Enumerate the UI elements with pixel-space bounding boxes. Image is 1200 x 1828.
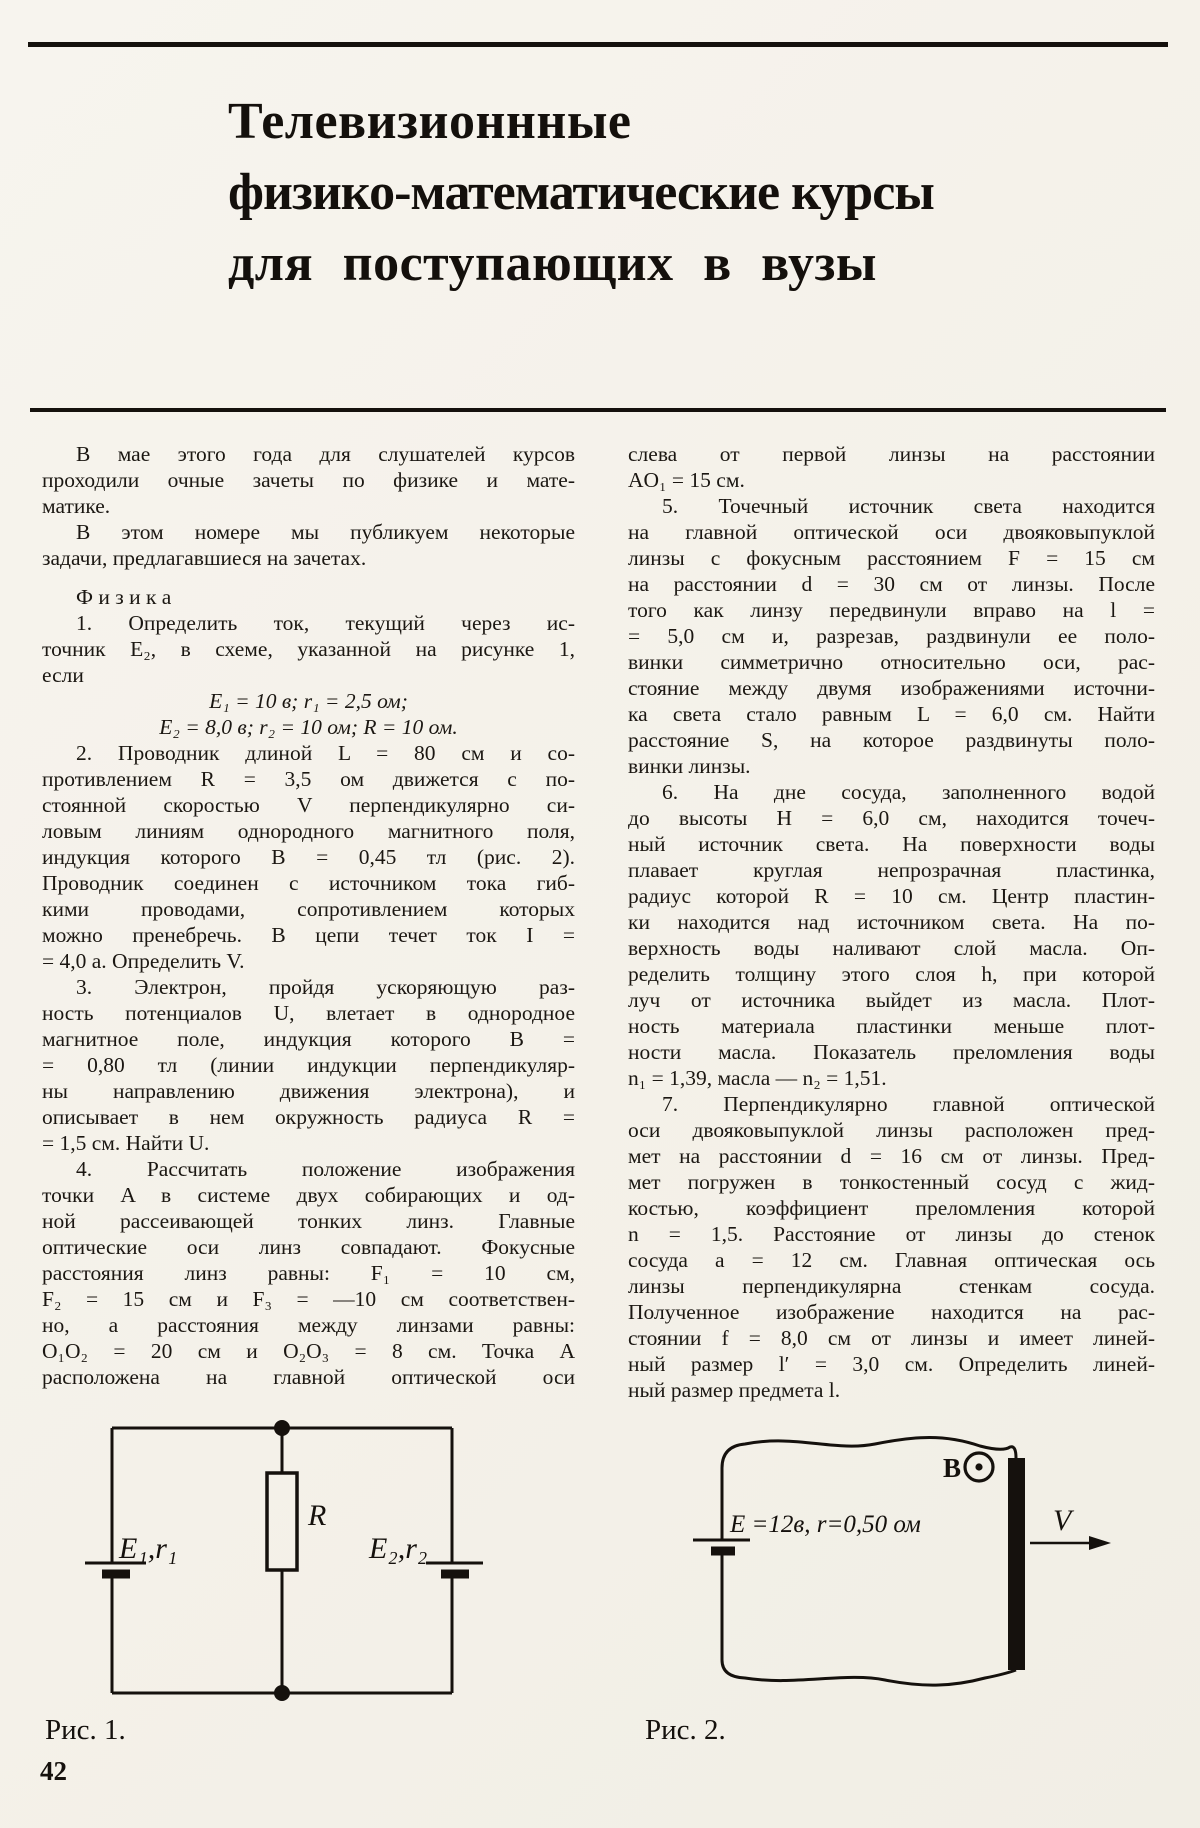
text-line: Проводник соединен с источником тока гиб- [42, 871, 575, 895]
text-line: слева от первой линзы на расстоянии [628, 442, 1155, 466]
text-line: на главной оптической оси двояковыпуклой [628, 520, 1155, 544]
text-line: стояние между двумя изображениями источни- [628, 676, 1155, 700]
text-line: ределить толщину этого слоя h, при которой [628, 962, 1155, 986]
figure-1-circuit-diagram [85, 1415, 485, 1715]
text-line: плавает круглая непрозрачная пластинка, [628, 858, 1155, 882]
flexible-wire-bottom [722, 1552, 1016, 1685]
text-line: ловым линиям однородного магнитного поля, [42, 819, 575, 843]
text-line: Полученное изображение находится на рас- [628, 1300, 1155, 1324]
text-line: проходили очные зачеты по физике и мате- [42, 468, 575, 492]
page-number: 42 [40, 1756, 67, 1786]
text-line: ность потенциалов U, влетает в однородное [42, 1001, 575, 1025]
figure-1-caption: Рис. 1. [45, 1714, 126, 1746]
battery-icon [693, 1540, 750, 1551]
text-line: E₂ = 8,0 в; r₂ = 10 ом; R = 10 ом. [159, 715, 458, 739]
field-direction-icon [965, 1453, 993, 1481]
text-line: Ф и з и к а [76, 585, 172, 609]
text-line: F₂ = 15 см и F₃ = —10 см соответствен- [42, 1287, 575, 1311]
moving-conductor-bar [1008, 1458, 1025, 1670]
text-line: 5. Точечный источник света находится [662, 494, 1155, 518]
text-line: ный размер l′ = 3,0 см. Определить линей- [628, 1352, 1155, 1376]
text-line: точки A в системе двух собирающих и од- [42, 1183, 575, 1207]
text-line: ны направлению движения электрона), и [42, 1079, 575, 1103]
text-line: костью, коэффициент преломления которой [628, 1196, 1155, 1220]
text-line: = 5,0 см и, разрезав, раздвинули ее поло- [628, 624, 1155, 648]
text-line: мет погружен в тонкостенный сосуд с жид- [628, 1170, 1155, 1194]
junction-dot-top [274, 1420, 290, 1436]
text-line: кими проводами, сопротивлением которых [42, 897, 575, 921]
source-label: E =12в, r=0,50 ом [730, 1511, 921, 1538]
text-line: ка света стало равным L = 6,0 см. Найти [628, 702, 1155, 726]
text-line: верхность воды наливают слой масла. Оп- [628, 936, 1155, 960]
text-line: В мае этого года для слушателей курсов [76, 442, 575, 466]
text-line: стоянии f = 8,0 см от линзы и имеет линей- [628, 1326, 1155, 1350]
text-line: ной рассеивающей тонких линз. Главные [42, 1209, 575, 1233]
text-line: = 4,0 а. Определить V. [42, 949, 245, 973]
text-line: 3. Электрон, пройдя ускоряющую раз- [76, 975, 575, 999]
text-line: 7. Перпендикулярно главной оптической [662, 1092, 1155, 1116]
text-line: = 1,5 см. Найти U. [42, 1131, 210, 1155]
top-rule [28, 42, 1168, 47]
text-line: ки находится над источником света. На по- [628, 910, 1155, 934]
text-line: оси двояковыпуклой линзы расположен пред- [628, 1118, 1155, 1142]
text-line: стоянной скоростью V перпендикулярно си- [42, 793, 575, 817]
text-line: расстояние S, на которое раздвинуты поло- [628, 728, 1155, 752]
text-line: O₁O₂ = 20 см и O₂O₃ = 8 см. Точка A [42, 1339, 575, 1363]
text-line: магнитное поле, индукция которого B = [42, 1027, 575, 1051]
text-line: радиус которой R = 10 см. Центр пластин- [628, 884, 1155, 908]
text-line: ный размер предмета l. [628, 1378, 841, 1402]
text-line: винки симметрично относительно оси, рас- [628, 650, 1155, 674]
text-line: расстояния линз равны: F₁ = 10 см, [42, 1261, 575, 1285]
text-line: E₁ = 10 в; r₁ = 2,5 ом; [209, 689, 408, 713]
junction-dot-bottom [274, 1685, 290, 1701]
text-line: 4. Рассчитать положение изображения [76, 1157, 575, 1181]
text-line: того как линзу передвинули вправо на l = [628, 598, 1155, 622]
field-label: В [943, 1453, 962, 1483]
text-line: можно пренебречь. В цепи течет ток I = [42, 923, 575, 947]
text-line: линзы перпендикулярна стенкам сосуда. [628, 1274, 1155, 1298]
text-line: если [42, 663, 84, 687]
text-line: винки линзы. [628, 754, 751, 778]
text-line: ность материала пластинки меньше плот- [628, 1014, 1155, 1038]
text-line: ный источник света. На поверхности воды [628, 832, 1155, 856]
left-text-column [42, 441, 575, 1390]
text-line: n₁ = 1,39, масла — n₂ = 1,51. [628, 1066, 887, 1090]
page-title-line-3: для поступающих в вузы [228, 235, 877, 292]
text-line: линзы с фокусным расстоянием F = 15 см [628, 546, 1155, 570]
text-line: 2. Проводник длиной L = 80 см и со- [76, 741, 575, 765]
text-line: В этом номере мы публикуем некоторые [76, 520, 575, 544]
velocity-arrow [1030, 1536, 1111, 1550]
resistor-icon [267, 1473, 297, 1570]
text-line: 6. На дне сосуда, заполненного водой [662, 780, 1155, 804]
page-title-line-1: Телевизионнные [228, 93, 632, 150]
text-line: n = 1,5. Расстояние от линзы до стенок [628, 1222, 1155, 1246]
text-line: расположена на главной оптической оси [42, 1365, 575, 1389]
text-line: ности масла. Показатель преломления воды [628, 1040, 1155, 1064]
text-line: мет на расстоянии d = 16 см от линзы. Пред- [628, 1144, 1155, 1168]
text-line: но, а расстояния между линзами равны: [42, 1313, 575, 1337]
section-rule [30, 408, 1166, 412]
page-title [228, 86, 968, 299]
text-line: противлением R = 3,5 ом движется с по- [42, 767, 575, 791]
text-line: индукция которого B = 0,45 тл (рис. 2). [42, 845, 575, 869]
text-line: матике. [42, 494, 111, 518]
figure-2-circuit-diagram [555, 1420, 1135, 1700]
text-line: сосуда a = 12 см. Главная оптическая ось [628, 1248, 1155, 1272]
text-line: описывает в нем окружность радиуса R = [42, 1105, 575, 1129]
text-line: оптические оси линз совпадают. Фокусные [42, 1235, 575, 1259]
text-line: на расстоянии d = 30 см от линзы. После [628, 572, 1155, 596]
figure-2-caption: Рис. 2. [645, 1714, 726, 1746]
battery-2-icon [426, 1563, 483, 1574]
text-line: до высоты H = 6,0 см, находится точеч- [628, 806, 1155, 830]
battery-2-label: E₂,r₂ [369, 1532, 428, 1565]
text-line: луч от источника выйдет из масла. Плот- [628, 988, 1155, 1012]
page-title-line-2: физико-математические курсы [228, 164, 934, 221]
resistor-label: R [308, 1499, 327, 1532]
text-line: точник E₂, в схеме, указанной на рисунке 1, [42, 637, 575, 661]
right-text-column [628, 441, 1155, 1403]
velocity-label: V [1053, 1504, 1072, 1537]
text-line: = 0,80 тл (линии индукции перпендикуляр- [42, 1053, 575, 1077]
text-line: AO₁ = 15 см. [628, 468, 745, 492]
text-line: 1. Определить ток, текущий через ис- [76, 611, 575, 635]
battery-1-label: E₁,r₁ [119, 1532, 178, 1565]
text-line: задачи, предлагавшиеся на зачетах. [42, 546, 367, 570]
